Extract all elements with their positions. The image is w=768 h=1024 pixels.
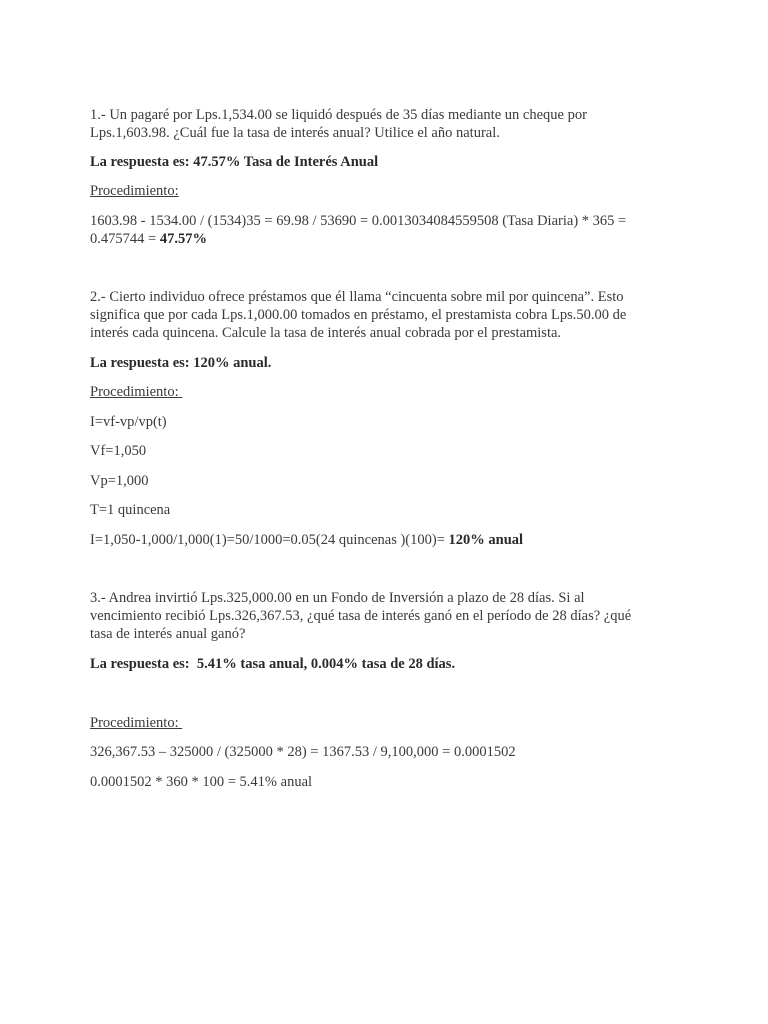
t-value: T=1 quincena [90,502,171,518]
vp-value: Vp=1,000 [90,473,149,489]
calculation-1-line-1: 1603.98 - 1534.00 / (1534)35 = 69.98 / 53690 = 0.0013034084559508 (Tasa Diaria) * 365 = [90,213,627,229]
calculation-3-line-1: 326,367.53 – 325000 / (325000 * 28) = 1367.53 / 9,100,000 = 0.0001502 [90,744,516,760]
calculation-1 [90,212,730,248]
question-2 [90,288,730,342]
answer-1: La respuesta es: 47.57% Tasa de Interés Anual [90,154,379,170]
question-2-line-2: significa que por cada Lps.1,000.00 tomados en préstamo, el prestamista cobra Lps.50.00 de [90,307,627,323]
question-3-line-3: tasa de interés anual ganó? [90,626,246,642]
answer-3: La respuesta es: 5.41% tasa anual, 0.004% tasa de 28 días. [90,656,456,672]
procedure-label-3: Procedimiento: [90,715,183,731]
question-2-line-3: interés cada quincena. Calcule la tasa de interés anual cobrada por el prestamista. [90,325,562,341]
answer-2: La respuesta es: 120% anual. [90,355,272,371]
procedure-label-1: Procedimiento: [90,183,179,199]
question-1-line-2: Lps.1,603.98. ¿Cuál fue la tasa de interés anual? Utilice el año natural. [90,125,500,141]
calculation-2 [90,531,730,549]
calculation-3-line-2: 0.0001502 * 360 * 100 = 5.41% anual [90,774,313,790]
procedure-label-2: Procedimiento: [90,384,183,400]
question-1-line-1: 1.- Un pagaré por Lps.1,534.00 se liquidó después de 35 días mediante un cheque por [90,107,587,123]
calculation-2-prefix: I=1,050-1,000/1,000(1)=50/1000=0.05(24 quincenas )(100)= [90,532,449,548]
calculation-1-result: 47.57% [159,231,207,247]
formula-2: I=vf-vp/vp(t) [90,414,167,430]
question-3 [90,589,730,643]
question-1 [90,106,690,142]
question-3-line-1: 3.- Andrea invirtió Lps.325,000.00 en un Fondo de Inversión a plazo de 28 días. Si al [90,590,585,606]
calculation-1-line-2-prefix: 0.475744 = [90,231,160,247]
calculation-2-result: 120% anual [448,532,524,548]
question-2-line-1: 2.- Cierto individuo ofrece préstamos que él llama “cincuenta sobre mil por quincena”. Esto [90,289,624,305]
question-3-line-2: vencimiento recibió Lps.326,367.53, ¿qué tasa de interés ganó en el período de 28 días? ¿qué [90,608,632,624]
vf-value: Vf=1,050 [90,443,147,459]
